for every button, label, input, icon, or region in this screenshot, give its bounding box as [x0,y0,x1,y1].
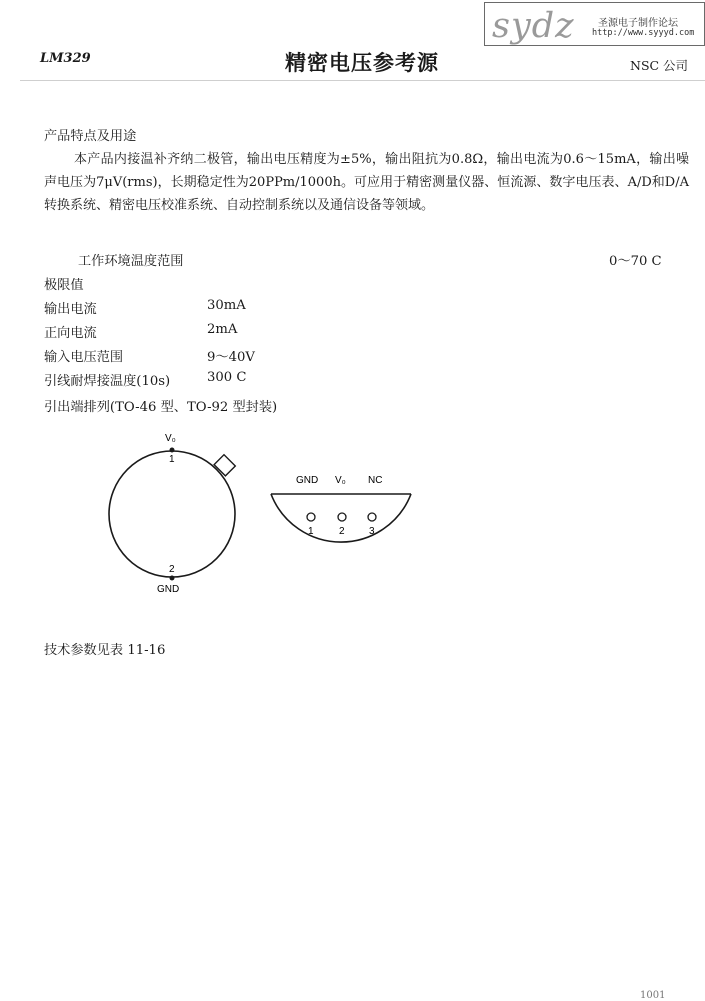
operating-range-value: 0～70 C [609,254,662,269]
pinout-heading: 引出端排列(TO-46 型、TO-92 型封装) [44,400,278,415]
operating-range-label: 工作环境温度范围 [78,254,184,269]
limit-row-value: 300 C [207,370,247,385]
to92-label-nc: NC [368,475,383,486]
to46-tab-marker [214,455,235,476]
manufacturer: NSC 公司 [630,58,689,73]
to92-label-vo: V₀ [335,475,346,486]
limit-row-label: 输出电流 [44,302,97,317]
limit-row-value: 9～40V [207,350,255,365]
to92-pin1-hole [307,513,315,521]
to46-pin1-number: 1 [169,454,175,465]
to92-pin3-hole [368,513,376,521]
to46-pin1-dot [170,448,175,453]
watermark-url[interactable]: http://www.syyyd.com [592,28,695,38]
to46-top-label: V₀ [165,433,176,444]
header-divider [20,80,705,81]
to46-bottom-label: GND [157,584,180,595]
to46-pin2-number: 2 [169,564,175,575]
limit-row-label: 正向电流 [44,326,97,341]
features-heading: 产品特点及用途 [44,129,137,144]
to92-pin3-number: 3 [369,526,375,537]
page-number: 1001 [640,990,666,1001]
to92-pin2-hole [338,513,346,521]
to92-package-diagram [265,468,425,593]
to46-package-diagram [100,425,250,600]
watermark-logo: sydz [492,6,575,46]
limit-row-value: 2mA [207,322,238,337]
limits-heading: 极限值 [44,278,84,293]
to46-body-outline [109,451,235,577]
reference-note: 技术参数见表 11-16 [44,643,166,658]
to92-pin2-number: 2 [339,526,345,537]
page-title: 精密电压参考源 [285,51,439,75]
to46-pin2-dot [170,576,175,581]
to92-pin1-number: 1 [308,526,314,537]
limit-row-value: 30mA [207,298,246,313]
watermark-site-name: 圣源电子制作论坛 [598,18,678,29]
limit-row-label: 引线耐焊接温度(10s) [44,374,171,389]
features-paragraph: 本产品内接温补齐纳二极管，输出电压精度为±5%，输出阻抗为0.8Ω，输出电流为0.6～15mA，输出噪声电压为7μV(rms)，长期稳定性为20PPm/1000h。可应用于精密测量仪器、恒流源、数字电压表、A/D和D/A转换系统、精密电压校准系统、自动控制系统以及通信设备等领域。 [44,152,689,213]
part-number: LM329 [40,51,91,66]
limit-row-label: 输入电压范围 [44,350,124,365]
to92-label-gnd: GND [296,475,319,486]
